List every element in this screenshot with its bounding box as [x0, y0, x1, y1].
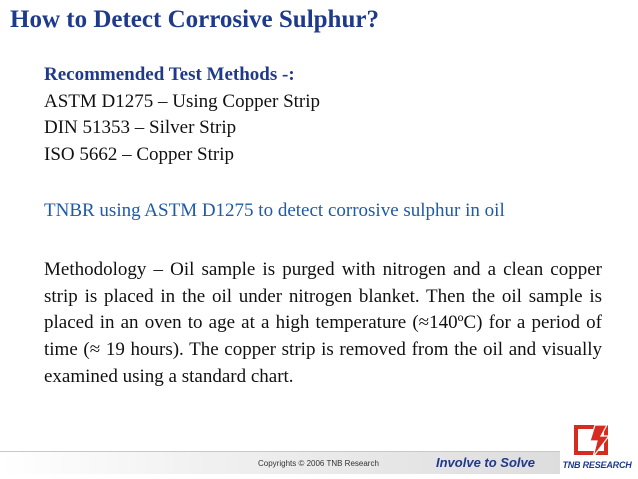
tnb-research-logo-icon [573, 424, 621, 460]
slide-title: How to Detect Corrosive Sulphur? [10, 6, 379, 33]
methodology-paragraph: Methodology – Oil sample is purged with nitrogen and a clean copper strip is placed in the oil under nitrogen blanket. Then the oil sample is placed in an oven to age at a high temperature (≈140ºC) for a period of time (≈ 19 hours). The copper strip is removed from the oil and visually examined using a standard chart. [44, 259, 602, 387]
method-din: DIN 51353 – Silver Strip [44, 117, 237, 138]
tnbr-statement: TNBR using ASTM D1275 to detect corrosive sulphur in oil [44, 200, 505, 221]
methods-heading: Recommended Test Methods -: [44, 64, 295, 85]
method-astm: ASTM D1275 – Using Copper Strip [44, 90, 321, 112]
tnb-research-logo [560, 424, 634, 476]
copyright-text: Copyrights © 2006 TNB Research [258, 459, 379, 468]
test-methods-section [44, 62, 320, 168]
logo-text: TNB RESEARCH [562, 460, 632, 470]
method-iso: ISO 5662 – Copper Strip [44, 143, 234, 165]
slogan-text: Involve to Solve [436, 455, 535, 470]
